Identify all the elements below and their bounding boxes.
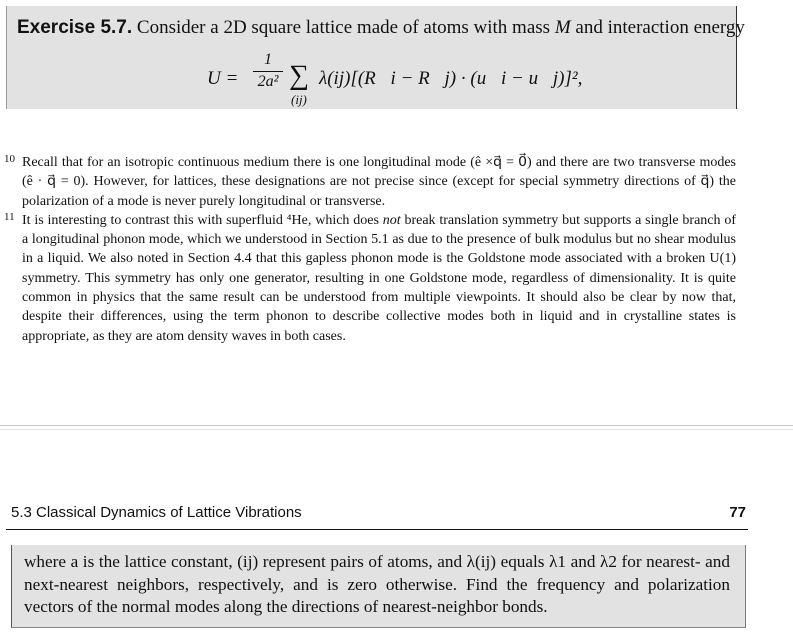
formula-lhs: U = [207,68,239,89]
formula-fraction [253,50,283,91]
exercise-continuation-text: where a is the lattice constant, (ij) represent pairs of atoms, and λ(ij) equals λ1 and λ2 for nearest- and next-nearest neighbors, respectively, and is zero otherwise. Find the frequency and polarization vectors of the normal modes along the directions of nearest-neighbor bonds. [24,552,730,616]
fraction-bar [253,71,283,72]
exercise-intro-end: and interaction energy [575,17,745,38]
summation-index: (ij) [291,92,307,107]
page-number: 77 [729,504,746,521]
page-divider [0,425,793,426]
footnote-emphasis: not [382,212,401,228]
summation-symbol: ∑ [289,60,309,91]
mass-symbol: M [554,17,571,38]
footnotes [4,153,736,346]
footnote-text-before: It is interesting to contrast this with superfluid ⁴He, which does [22,212,379,228]
formula-body: λ(ij)[(R⃗i − R⃗j) · (u⃗i − u⃗j)]², [319,68,583,89]
page-divider-shadow [0,429,793,430]
footnote-number: 10 [4,153,15,165]
footnote-10 [4,153,736,211]
running-head-section: 5.3 Classical Dynamics of Lattice Vibrations [11,504,302,521]
exercise-continuation-box [11,545,746,628]
footnote-number: 11 [4,210,15,223]
formula-denominator: 2a² [257,73,279,90]
exercise-statement [17,17,745,39]
footnote-text-after: break translation symmetry but supports a single branch of a longitudinal phonon mode, which we understood in Section 5.1 as due to the presence of bulk modulus but no shear modulus in a liquid. We also noted in Section 4.4 that this gapless phonon mode is the Goldstone mode associated with a broken U(1) symmetry. This symmetry has only one generator, resulting in one Goldstone mode, regardless of dimensionality. It is quite common in physics that the same result can be understood from multiple viewpoints. It should also be clear by now that, despite their differences, using the term phonon to describe collective modes both in liquid and in crystalline states is appropriate, as they are atom density waves in both cases. [22,212,736,344]
footnote-11 [4,211,736,346]
exercise-box [6,6,745,109]
exercise-intro: Consider a 2D square lattice made of atoms with mass [136,17,551,38]
footnote-text: Recall that for an isotropic continuous medium there is one longitudinal mode (ê ×q⃗ = 0⃗) and there are two transverse modes (ê · q⃗ = 0). However, for lattices, these designations are not precise since (except for special symmetry directions of q⃗) the polarization of a mode is never purely longitudinal or transverse. [22,155,736,209]
running-head-rule [6,529,748,530]
footnote-text [22,211,736,346]
exercise-label: Exercise 5.7. [17,17,133,38]
formula-numerator: 1 [264,51,272,68]
